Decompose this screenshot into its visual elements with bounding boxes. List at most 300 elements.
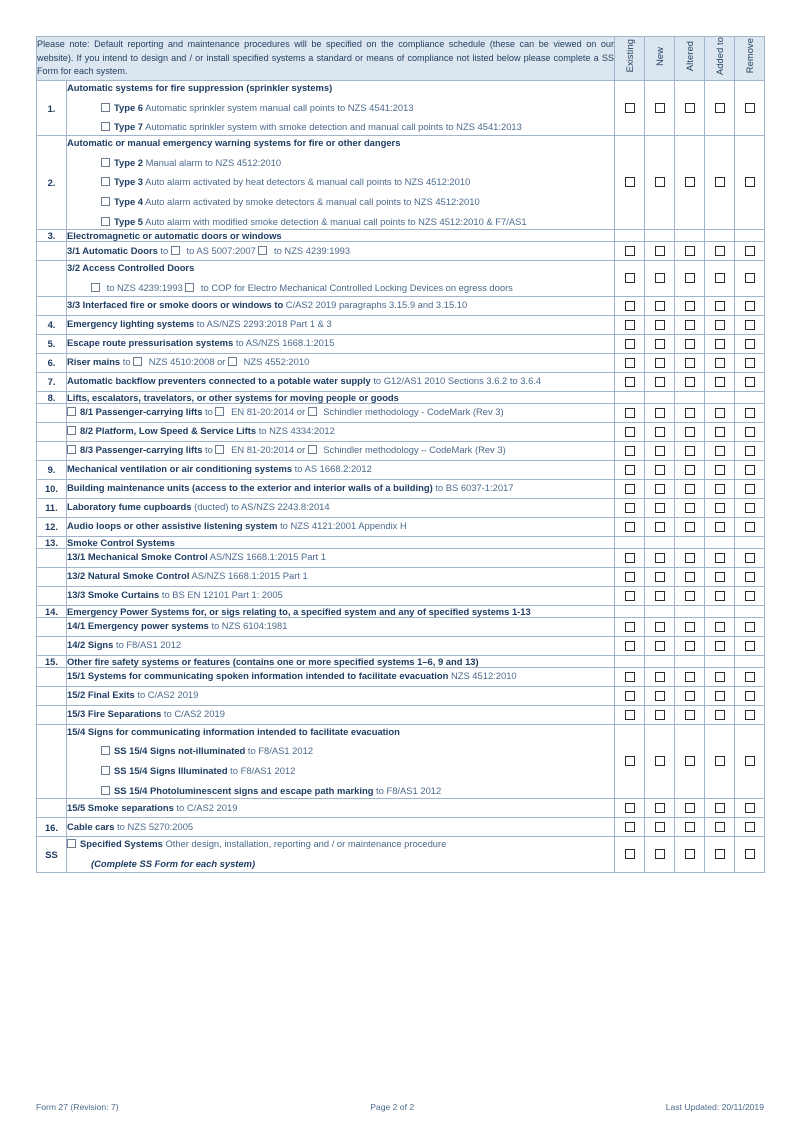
- checkbox-cell-existing[interactable]: [615, 136, 645, 230]
- checkbox-icon[interactable]: [685, 484, 695, 494]
- sub-item-checkbox-icon[interactable]: [101, 122, 110, 131]
- checkbox-cell-remove[interactable]: [735, 136, 765, 230]
- sub-item-checkbox-icon[interactable]: [101, 158, 110, 167]
- checkbox-cell-existing[interactable]: [615, 636, 645, 655]
- checkbox-icon[interactable]: [715, 465, 725, 475]
- checkbox-icon[interactable]: [715, 446, 725, 456]
- checkbox-icon[interactable]: [715, 849, 725, 859]
- checkbox-icon[interactable]: [655, 522, 665, 532]
- checkbox-icon[interactable]: [625, 446, 635, 456]
- checkbox-icon[interactable]: [655, 465, 665, 475]
- checkbox-cell-altered[interactable]: [675, 517, 705, 536]
- checkbox-cell-remove[interactable]: [735, 334, 765, 353]
- checkbox-icon[interactable]: [655, 301, 665, 311]
- checkbox-cell-added-to[interactable]: [705, 498, 735, 517]
- checkbox-icon[interactable]: [655, 691, 665, 701]
- checkbox-icon[interactable]: [625, 553, 635, 563]
- checkbox-icon[interactable]: [655, 710, 665, 720]
- inline-checkbox-icon[interactable]: [215, 407, 224, 416]
- checkbox-icon[interactable]: [625, 320, 635, 330]
- checkbox-icon[interactable]: [655, 672, 665, 682]
- checkbox-cell-added-to[interactable]: [705, 705, 735, 724]
- checkbox-cell-remove[interactable]: [735, 636, 765, 655]
- checkbox-icon[interactable]: [625, 465, 635, 475]
- checkbox-cell-added-to[interactable]: [705, 441, 735, 460]
- inline-checkbox-icon[interactable]: [133, 357, 142, 366]
- checkbox-cell-new[interactable]: [645, 686, 675, 705]
- checkbox-cell-added-to[interactable]: [705, 460, 735, 479]
- checkbox-icon[interactable]: [685, 591, 695, 601]
- checkbox-icon[interactable]: [655, 177, 665, 187]
- checkbox-icon[interactable]: [655, 484, 665, 494]
- checkbox-icon[interactable]: [685, 622, 695, 632]
- checkbox-icon[interactable]: [625, 246, 635, 256]
- checkbox-icon[interactable]: [625, 641, 635, 651]
- checkbox-cell-remove[interactable]: [735, 617, 765, 636]
- checkbox-icon[interactable]: [715, 622, 725, 632]
- checkbox-icon[interactable]: [625, 591, 635, 601]
- checkbox-icon[interactable]: [685, 273, 695, 283]
- checkbox-cell-altered[interactable]: [675, 372, 705, 391]
- checkbox-icon[interactable]: [745, 339, 755, 349]
- checkbox-icon[interactable]: [715, 408, 725, 418]
- checkbox-cell-remove[interactable]: [735, 479, 765, 498]
- checkbox-cell-existing[interactable]: [615, 548, 645, 567]
- checkbox-cell-altered[interactable]: [675, 617, 705, 636]
- checkbox-cell-altered[interactable]: [675, 567, 705, 586]
- checkbox-icon[interactable]: [685, 103, 695, 113]
- checkbox-icon[interactable]: [745, 756, 755, 766]
- checkbox-cell-altered[interactable]: [675, 837, 705, 872]
- checkbox-cell-remove[interactable]: [735, 81, 765, 136]
- checkbox-icon[interactable]: [745, 358, 755, 368]
- checkbox-icon[interactable]: [745, 465, 755, 475]
- inline-checkbox-icon[interactable]: [185, 283, 194, 292]
- checkbox-cell-new[interactable]: [645, 315, 675, 334]
- checkbox-cell-new[interactable]: [645, 636, 675, 655]
- row-checkbox-icon[interactable]: [67, 839, 76, 848]
- checkbox-icon[interactable]: [655, 339, 665, 349]
- checkbox-icon[interactable]: [685, 803, 695, 813]
- checkbox-icon[interactable]: [745, 622, 755, 632]
- checkbox-icon[interactable]: [625, 803, 635, 813]
- checkbox-cell-added-to[interactable]: [705, 261, 735, 296]
- checkbox-icon[interactable]: [625, 377, 635, 387]
- checkbox-cell-altered[interactable]: [675, 724, 705, 799]
- checkbox-icon[interactable]: [625, 710, 635, 720]
- checkbox-cell-added-to[interactable]: [705, 372, 735, 391]
- checkbox-cell-remove[interactable]: [735, 498, 765, 517]
- checkbox-cell-existing[interactable]: [615, 441, 645, 460]
- checkbox-cell-existing[interactable]: [615, 242, 645, 261]
- sub-item-checkbox-icon[interactable]: [101, 217, 110, 226]
- inline-checkbox-icon[interactable]: [171, 246, 180, 255]
- checkbox-cell-added-to[interactable]: [705, 242, 735, 261]
- checkbox-icon[interactable]: [745, 273, 755, 283]
- checkbox-cell-new[interactable]: [645, 548, 675, 567]
- checkbox-icon[interactable]: [715, 301, 725, 311]
- checkbox-cell-new[interactable]: [645, 422, 675, 441]
- checkbox-icon[interactable]: [745, 408, 755, 418]
- checkbox-icon[interactable]: [715, 103, 725, 113]
- checkbox-cell-remove[interactable]: [735, 403, 765, 422]
- checkbox-cell-new[interactable]: [645, 81, 675, 136]
- checkbox-icon[interactable]: [685, 553, 695, 563]
- checkbox-icon[interactable]: [715, 803, 725, 813]
- checkbox-cell-added-to[interactable]: [705, 548, 735, 567]
- checkbox-icon[interactable]: [745, 641, 755, 651]
- checkbox-cell-altered[interactable]: [675, 586, 705, 605]
- checkbox-cell-added-to[interactable]: [705, 315, 735, 334]
- checkbox-cell-existing[interactable]: [615, 372, 645, 391]
- checkbox-icon[interactable]: [745, 246, 755, 256]
- checkbox-icon[interactable]: [685, 710, 695, 720]
- inline-checkbox-icon[interactable]: [91, 283, 100, 292]
- checkbox-icon[interactable]: [715, 553, 725, 563]
- checkbox-icon[interactable]: [625, 301, 635, 311]
- sub-item-checkbox-icon[interactable]: [101, 786, 110, 795]
- checkbox-cell-altered[interactable]: [675, 422, 705, 441]
- checkbox-icon[interactable]: [685, 522, 695, 532]
- checkbox-icon[interactable]: [745, 591, 755, 601]
- checkbox-cell-existing[interactable]: [615, 334, 645, 353]
- checkbox-icon[interactable]: [745, 822, 755, 832]
- checkbox-cell-new[interactable]: [645, 799, 675, 818]
- checkbox-icon[interactable]: [625, 503, 635, 513]
- checkbox-cell-existing[interactable]: [615, 422, 645, 441]
- checkbox-icon[interactable]: [745, 803, 755, 813]
- checkbox-icon[interactable]: [625, 572, 635, 582]
- checkbox-icon[interactable]: [745, 320, 755, 330]
- checkbox-icon[interactable]: [685, 377, 695, 387]
- checkbox-cell-added-to[interactable]: [705, 617, 735, 636]
- checkbox-cell-remove[interactable]: [735, 586, 765, 605]
- checkbox-cell-altered[interactable]: [675, 441, 705, 460]
- checkbox-cell-new[interactable]: [645, 136, 675, 230]
- checkbox-icon[interactable]: [715, 503, 725, 513]
- checkbox-cell-altered[interactable]: [675, 353, 705, 372]
- checkbox-cell-existing[interactable]: [615, 586, 645, 605]
- sub-item-checkbox-icon[interactable]: [101, 746, 110, 755]
- sub-item-checkbox-icon[interactable]: [101, 103, 110, 112]
- sub-item-checkbox-icon[interactable]: [101, 197, 110, 206]
- checkbox-icon[interactable]: [655, 849, 665, 859]
- checkbox-cell-added-to[interactable]: [705, 667, 735, 686]
- checkbox-icon[interactable]: [715, 177, 725, 187]
- checkbox-icon[interactable]: [685, 246, 695, 256]
- checkbox-cell-altered[interactable]: [675, 548, 705, 567]
- checkbox-icon[interactable]: [685, 320, 695, 330]
- checkbox-cell-altered[interactable]: [675, 479, 705, 498]
- checkbox-cell-added-to[interactable]: [705, 837, 735, 872]
- checkbox-cell-remove[interactable]: [735, 818, 765, 837]
- checkbox-cell-new[interactable]: [645, 261, 675, 296]
- checkbox-cell-remove[interactable]: [735, 667, 765, 686]
- checkbox-cell-altered[interactable]: [675, 136, 705, 230]
- checkbox-cell-new[interactable]: [645, 334, 675, 353]
- checkbox-icon[interactable]: [745, 377, 755, 387]
- checkbox-icon[interactable]: [745, 446, 755, 456]
- checkbox-cell-new[interactable]: [645, 372, 675, 391]
- inline-checkbox-icon[interactable]: [215, 445, 224, 454]
- checkbox-icon[interactable]: [715, 320, 725, 330]
- checkbox-icon[interactable]: [625, 522, 635, 532]
- checkbox-cell-remove[interactable]: [735, 705, 765, 724]
- checkbox-icon[interactable]: [625, 672, 635, 682]
- checkbox-icon[interactable]: [745, 710, 755, 720]
- checkbox-cell-remove[interactable]: [735, 837, 765, 872]
- checkbox-icon[interactable]: [655, 622, 665, 632]
- checkbox-cell-remove[interactable]: [735, 548, 765, 567]
- checkbox-cell-remove[interactable]: [735, 315, 765, 334]
- checkbox-cell-new[interactable]: [645, 837, 675, 872]
- checkbox-cell-added-to[interactable]: [705, 517, 735, 536]
- checkbox-cell-existing[interactable]: [615, 705, 645, 724]
- checkbox-icon[interactable]: [715, 427, 725, 437]
- checkbox-icon[interactable]: [745, 503, 755, 513]
- checkbox-icon[interactable]: [715, 641, 725, 651]
- checkbox-cell-altered[interactable]: [675, 334, 705, 353]
- checkbox-cell-altered[interactable]: [675, 818, 705, 837]
- checkbox-cell-altered[interactable]: [675, 799, 705, 818]
- checkbox-cell-remove[interactable]: [735, 422, 765, 441]
- checkbox-icon[interactable]: [685, 301, 695, 311]
- row-checkbox-icon[interactable]: [67, 407, 76, 416]
- checkbox-cell-new[interactable]: [645, 617, 675, 636]
- checkbox-icon[interactable]: [655, 756, 665, 766]
- checkbox-cell-remove[interactable]: [735, 441, 765, 460]
- checkbox-icon[interactable]: [685, 339, 695, 349]
- checkbox-cell-existing[interactable]: [615, 799, 645, 818]
- checkbox-icon[interactable]: [715, 822, 725, 832]
- checkbox-icon[interactable]: [715, 484, 725, 494]
- checkbox-cell-added-to[interactable]: [705, 403, 735, 422]
- checkbox-cell-added-to[interactable]: [705, 586, 735, 605]
- checkbox-cell-new[interactable]: [645, 441, 675, 460]
- sub-item-checkbox-icon[interactable]: [101, 177, 110, 186]
- checkbox-cell-new[interactable]: [645, 517, 675, 536]
- checkbox-cell-existing[interactable]: [615, 353, 645, 372]
- sub-item-checkbox-icon[interactable]: [101, 766, 110, 775]
- checkbox-icon[interactable]: [655, 103, 665, 113]
- checkbox-icon[interactable]: [715, 591, 725, 601]
- checkbox-cell-remove[interactable]: [735, 242, 765, 261]
- checkbox-cell-altered[interactable]: [675, 242, 705, 261]
- checkbox-cell-remove[interactable]: [735, 372, 765, 391]
- checkbox-cell-remove[interactable]: [735, 686, 765, 705]
- checkbox-icon[interactable]: [655, 320, 665, 330]
- checkbox-cell-remove[interactable]: [735, 296, 765, 315]
- checkbox-icon[interactable]: [655, 408, 665, 418]
- checkbox-cell-altered[interactable]: [675, 460, 705, 479]
- checkbox-cell-existing[interactable]: [615, 567, 645, 586]
- checkbox-cell-altered[interactable]: [675, 498, 705, 517]
- checkbox-cell-remove[interactable]: [735, 724, 765, 799]
- checkbox-cell-added-to[interactable]: [705, 724, 735, 799]
- checkbox-cell-existing[interactable]: [615, 296, 645, 315]
- checkbox-cell-altered[interactable]: [675, 261, 705, 296]
- checkbox-icon[interactable]: [655, 553, 665, 563]
- checkbox-icon[interactable]: [625, 358, 635, 368]
- checkbox-icon[interactable]: [685, 503, 695, 513]
- checkbox-icon[interactable]: [745, 572, 755, 582]
- checkbox-icon[interactable]: [625, 822, 635, 832]
- checkbox-cell-new[interactable]: [645, 567, 675, 586]
- checkbox-cell-existing[interactable]: [615, 724, 645, 799]
- checkbox-icon[interactable]: [685, 446, 695, 456]
- checkbox-icon[interactable]: [745, 553, 755, 563]
- checkbox-cell-remove[interactable]: [735, 353, 765, 372]
- checkbox-icon[interactable]: [625, 756, 635, 766]
- checkbox-icon[interactable]: [685, 672, 695, 682]
- checkbox-icon[interactable]: [655, 641, 665, 651]
- checkbox-icon[interactable]: [625, 177, 635, 187]
- checkbox-cell-new[interactable]: [645, 498, 675, 517]
- checkbox-cell-remove[interactable]: [735, 567, 765, 586]
- checkbox-cell-altered[interactable]: [675, 296, 705, 315]
- checkbox-icon[interactable]: [655, 446, 665, 456]
- checkbox-icon[interactable]: [625, 273, 635, 283]
- checkbox-cell-new[interactable]: [645, 403, 675, 422]
- checkbox-icon[interactable]: [745, 672, 755, 682]
- checkbox-cell-existing[interactable]: [615, 261, 645, 296]
- checkbox-cell-added-to[interactable]: [705, 479, 735, 498]
- checkbox-cell-added-to[interactable]: [705, 334, 735, 353]
- checkbox-icon[interactable]: [715, 522, 725, 532]
- checkbox-icon[interactable]: [685, 427, 695, 437]
- checkbox-cell-added-to[interactable]: [705, 353, 735, 372]
- checkbox-icon[interactable]: [655, 503, 665, 513]
- checkbox-cell-altered[interactable]: [675, 403, 705, 422]
- checkbox-cell-added-to[interactable]: [705, 799, 735, 818]
- checkbox-icon[interactable]: [655, 427, 665, 437]
- checkbox-cell-remove[interactable]: [735, 799, 765, 818]
- checkbox-cell-remove[interactable]: [735, 460, 765, 479]
- checkbox-icon[interactable]: [715, 672, 725, 682]
- checkbox-icon[interactable]: [655, 246, 665, 256]
- checkbox-cell-existing[interactable]: [615, 403, 645, 422]
- checkbox-icon[interactable]: [745, 849, 755, 859]
- checkbox-cell-altered[interactable]: [675, 686, 705, 705]
- checkbox-cell-new[interactable]: [645, 479, 675, 498]
- checkbox-cell-new[interactable]: [645, 724, 675, 799]
- checkbox-cell-remove[interactable]: [735, 261, 765, 296]
- row-checkbox-icon[interactable]: [67, 426, 76, 435]
- checkbox-cell-added-to[interactable]: [705, 81, 735, 136]
- checkbox-cell-added-to[interactable]: [705, 818, 735, 837]
- checkbox-icon[interactable]: [655, 377, 665, 387]
- checkbox-cell-new[interactable]: [645, 586, 675, 605]
- checkbox-cell-existing[interactable]: [615, 617, 645, 636]
- checkbox-cell-remove[interactable]: [735, 517, 765, 536]
- checkbox-icon[interactable]: [625, 622, 635, 632]
- checkbox-icon[interactable]: [685, 691, 695, 701]
- checkbox-icon[interactable]: [625, 484, 635, 494]
- checkbox-cell-new[interactable]: [645, 296, 675, 315]
- checkbox-icon[interactable]: [625, 339, 635, 349]
- checkbox-icon[interactable]: [625, 849, 635, 859]
- checkbox-icon[interactable]: [745, 301, 755, 311]
- checkbox-icon[interactable]: [745, 522, 755, 532]
- checkbox-icon[interactable]: [715, 691, 725, 701]
- checkbox-icon[interactable]: [685, 465, 695, 475]
- checkbox-icon[interactable]: [745, 484, 755, 494]
- checkbox-icon[interactable]: [655, 358, 665, 368]
- checkbox-cell-added-to[interactable]: [705, 686, 735, 705]
- checkbox-cell-new[interactable]: [645, 818, 675, 837]
- inline-checkbox-icon[interactable]: [308, 407, 317, 416]
- checkbox-cell-added-to[interactable]: [705, 136, 735, 230]
- checkbox-icon[interactable]: [715, 572, 725, 582]
- checkbox-cell-existing[interactable]: [615, 837, 645, 872]
- checkbox-cell-existing[interactable]: [615, 81, 645, 136]
- checkbox-cell-new[interactable]: [645, 353, 675, 372]
- checkbox-icon[interactable]: [715, 339, 725, 349]
- checkbox-icon[interactable]: [715, 756, 725, 766]
- checkbox-cell-existing[interactable]: [615, 498, 645, 517]
- checkbox-cell-existing[interactable]: [615, 315, 645, 334]
- checkbox-cell-existing[interactable]: [615, 460, 645, 479]
- checkbox-cell-altered[interactable]: [675, 81, 705, 136]
- checkbox-cell-new[interactable]: [645, 705, 675, 724]
- checkbox-cell-existing[interactable]: [615, 686, 645, 705]
- row-checkbox-icon[interactable]: [67, 445, 76, 454]
- checkbox-icon[interactable]: [685, 849, 695, 859]
- checkbox-icon[interactable]: [655, 803, 665, 813]
- checkbox-cell-new[interactable]: [645, 242, 675, 261]
- checkbox-icon[interactable]: [715, 710, 725, 720]
- checkbox-icon[interactable]: [685, 358, 695, 368]
- checkbox-icon[interactable]: [685, 408, 695, 418]
- checkbox-icon[interactable]: [625, 103, 635, 113]
- checkbox-cell-existing[interactable]: [615, 479, 645, 498]
- checkbox-cell-existing[interactable]: [615, 818, 645, 837]
- checkbox-cell-existing[interactable]: [615, 517, 645, 536]
- inline-checkbox-icon[interactable]: [258, 246, 267, 255]
- checkbox-icon[interactable]: [625, 408, 635, 418]
- checkbox-cell-added-to[interactable]: [705, 567, 735, 586]
- checkbox-cell-added-to[interactable]: [705, 296, 735, 315]
- checkbox-icon[interactable]: [625, 427, 635, 437]
- checkbox-icon[interactable]: [655, 591, 665, 601]
- checkbox-cell-altered[interactable]: [675, 667, 705, 686]
- checkbox-cell-altered[interactable]: [675, 315, 705, 334]
- checkbox-cell-added-to[interactable]: [705, 422, 735, 441]
- checkbox-cell-existing[interactable]: [615, 667, 645, 686]
- checkbox-icon[interactable]: [745, 691, 755, 701]
- inline-checkbox-icon[interactable]: [228, 357, 237, 366]
- checkbox-icon[interactable]: [685, 572, 695, 582]
- checkbox-cell-new[interactable]: [645, 667, 675, 686]
- checkbox-icon[interactable]: [745, 427, 755, 437]
- checkbox-icon[interactable]: [685, 641, 695, 651]
- checkbox-icon[interactable]: [685, 177, 695, 187]
- checkbox-icon[interactable]: [655, 273, 665, 283]
- checkbox-cell-added-to[interactable]: [705, 636, 735, 655]
- checkbox-icon[interactable]: [745, 103, 755, 113]
- checkbox-icon[interactable]: [745, 177, 755, 187]
- inline-checkbox-icon[interactable]: [308, 445, 317, 454]
- checkbox-cell-altered[interactable]: [675, 636, 705, 655]
- checkbox-cell-altered[interactable]: [675, 705, 705, 724]
- checkbox-icon[interactable]: [715, 273, 725, 283]
- checkbox-icon[interactable]: [715, 377, 725, 387]
- checkbox-icon[interactable]: [655, 822, 665, 832]
- checkbox-icon[interactable]: [655, 572, 665, 582]
- checkbox-icon[interactable]: [685, 756, 695, 766]
- checkbox-icon[interactable]: [685, 822, 695, 832]
- checkbox-cell-new[interactable]: [645, 460, 675, 479]
